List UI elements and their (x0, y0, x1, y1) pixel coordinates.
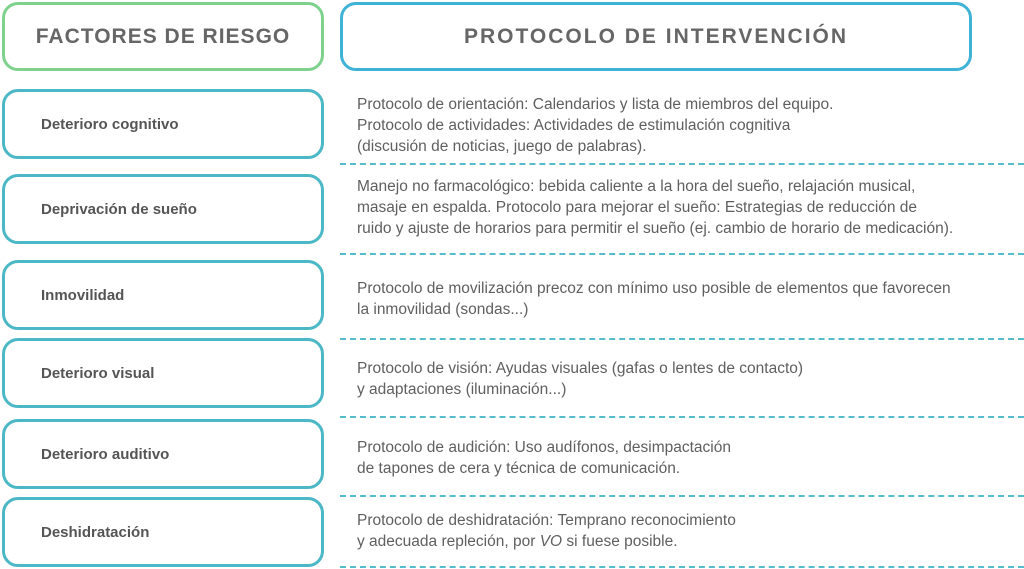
factor-box-sleep (2, 174, 324, 244)
row-separator (340, 253, 1024, 255)
row-separator (340, 163, 1024, 165)
protocol-line: Protocolo de actividades: Actividades de estimulación cognitiva (357, 117, 791, 134)
factor-label: Deprivación de sueño (41, 200, 197, 218)
protocol-line: ruido y ajuste de horarios para permitir el sueño (ej. cambio de horario de medicación). (357, 220, 954, 237)
protocol-line-part: y adecuada repleción, por (357, 533, 540, 550)
row-separator (340, 416, 1024, 418)
row-separator (340, 566, 1024, 568)
protocol-text-cognitive (357, 94, 1019, 157)
factor-label: Deshidratación (41, 523, 150, 541)
protocol-line: Protocolo de deshidratación: Temprano reconocimiento (357, 512, 736, 529)
factor-label: Deterioro auditivo (41, 445, 170, 463)
protocol-line: Protocolo de audición: Uso audífonos, desimpactación (357, 439, 731, 456)
protocol-line (357, 531, 1019, 552)
factor-label: Deterioro visual (41, 364, 155, 382)
protocol-text-dehydration (357, 510, 1019, 552)
protocol-line: de tapones de cera y técnica de comunicación. (357, 460, 681, 477)
route-oral-abbrev: VO (539, 533, 563, 550)
protocol-line: (discusión de noticias, juego de palabras). (357, 138, 647, 155)
row-separator (340, 495, 1024, 497)
factor-box-auditory (2, 419, 324, 489)
protocol-line: Protocolo de orientación: Calendarios y lista de miembros del equipo. (357, 96, 834, 113)
protocol-text-immobility (357, 278, 1019, 320)
factor-box-immobility (2, 260, 324, 330)
factor-label: Deterioro cognitivo (41, 115, 179, 133)
header-risk-factors-label: FACTORES DE RIESGO (35, 24, 291, 48)
factor-label: Inmovilidad (41, 286, 125, 304)
protocol-text-visual (357, 358, 1019, 400)
factor-box-visual (2, 338, 324, 408)
protocol-line: la inmovilidad (sondas...) (357, 301, 529, 318)
protocol-line-part: si fuese posible. (562, 533, 678, 550)
protocol-text-auditory (357, 437, 1019, 479)
factor-box-dehydration (2, 497, 324, 567)
header-intervention-protocol (340, 2, 972, 71)
protocol-text-sleep (357, 176, 1019, 239)
header-intervention-protocol-label: PROTOCOLO DE INTERVENCIÓN (463, 24, 849, 48)
header-risk-factors (2, 2, 324, 71)
protocol-line: Manejo no farmacológico: bebida caliente a la hora del sueño, relajación musical, (357, 178, 916, 195)
row-separator (340, 338, 1024, 340)
protocol-line: masaje en espalda. Protocolo para mejorar el sueño: Estrategias de reducción de (357, 199, 918, 216)
protocol-line: y adaptaciones (iluminación...) (357, 381, 567, 398)
protocol-line: Protocolo de movilización precoz con mínimo uso posible de elementos que favorecen (357, 280, 951, 297)
factor-box-cognitive (2, 89, 324, 159)
protocol-line: Protocolo de visión: Ayudas visuales (gafas o lentes de contacto) (357, 360, 804, 377)
